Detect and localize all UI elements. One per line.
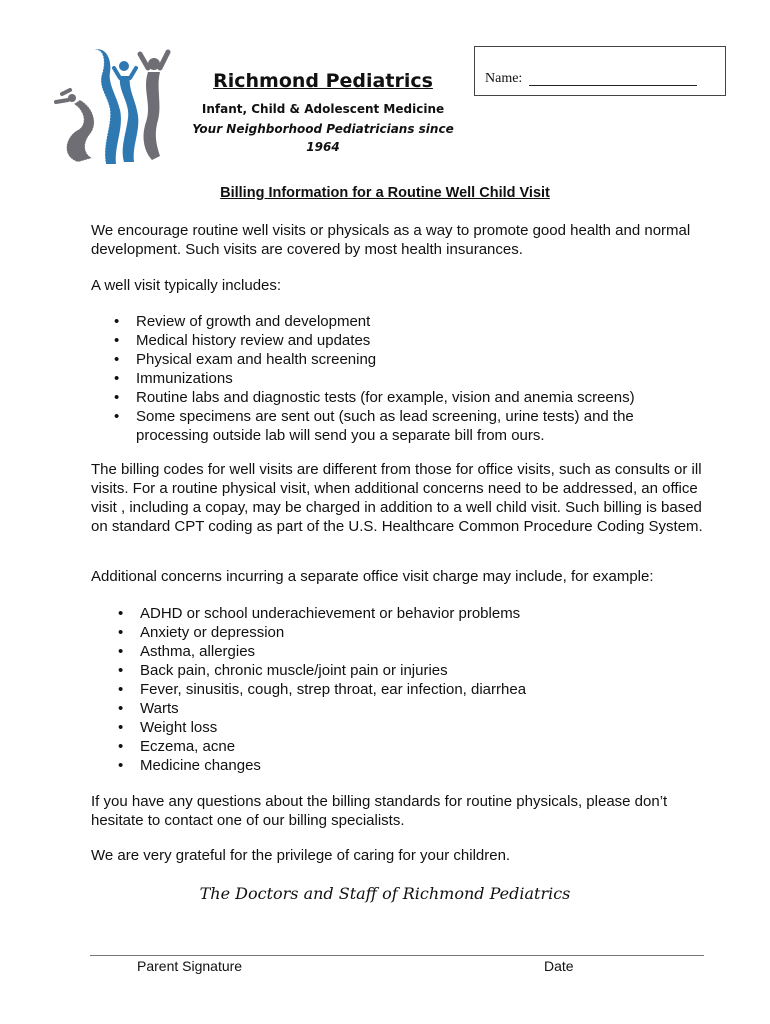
includes-list — [136, 312, 656, 445]
list-item: • Review of growth and development — [136, 312, 656, 331]
list-item: • Some specimens are sent out (such as lead screening, urine tests) and the processing outside lab will send you a separate bill from ours. — [136, 407, 656, 445]
list-item: • Physical exam and health screening — [136, 350, 656, 369]
concerns-heading: Additional concerns incurring a separate office visit charge may include, for example: — [91, 568, 654, 585]
includes-heading: A well visit typically includes: — [91, 277, 282, 294]
list-item: • Weight loss — [140, 718, 660, 737]
org-header — [178, 66, 468, 156]
grateful-paragraph: We are very grateful for the privilege of caring for your children. — [91, 847, 511, 864]
list-item: • Anxiety or depression — [140, 623, 660, 642]
org-name: Richmond Pediatrics — [213, 70, 433, 92]
list-item: • Routine labs and diagnostic tests (for example, vision and anemia screens) — [136, 388, 656, 407]
list-item: • Medical history review and updates — [136, 331, 656, 350]
questions-paragraph: If you have any questions about the billing standards for routine physicals, please don’t hesitate to contact one of our billing specialists. — [91, 793, 668, 829]
list-item: • Immunizations — [136, 369, 656, 388]
parent-signature-label: Parent Signature — [137, 958, 243, 974]
list-item: • Medicine changes — [140, 756, 660, 775]
signature-line[interactable] — [90, 955, 704, 956]
concerns-list — [140, 604, 660, 775]
list-item: • Eczema, acne — [140, 737, 660, 756]
name-box — [474, 46, 726, 96]
list-item: • Fever, sinusitis, cough, strep throat, ear infection, diarrhea — [140, 680, 660, 699]
name-field[interactable] — [529, 85, 697, 86]
list-item: • Warts — [140, 699, 660, 718]
list-item: • Back pain, chronic muscle/joint pain or injuries — [140, 661, 660, 680]
list-item: • Asthma, allergies — [140, 642, 660, 661]
billing-paragraph: The billing codes for well visits are different from those for office visits, such as consults or ill visits. For a routine physical visit, when additional concerns need to be addressed, an office visit , including a copay, may be charged in addition to a well child visit. Such billing is based on standard CPT coding as part of the U.S. Healthcare Common Procedure Coding System. — [91, 461, 703, 535]
closing-signoff: The Doctors and Staff of Richmond Pediatrics — [199, 884, 571, 903]
intro-paragraph: We encourage routine well visits or physicals as a way to promote good health and normal development. Such visits are covered by most health insurances. — [91, 222, 691, 258]
date-label: Date — [544, 958, 574, 974]
page-title: Billing Information for a Routine Well Child Visit — [220, 185, 550, 201]
org-subtitle: Infant, Child & Adolescent Medicine — [201, 102, 445, 116]
richmond-pediatrics-logo — [48, 44, 172, 170]
list-item: • ADHD or school underachievement or behavior problems — [140, 604, 660, 623]
org-tagline: Your Neighborhood Pediatricians since 1964 — [192, 122, 454, 154]
name-label: Name: — [485, 71, 523, 86]
